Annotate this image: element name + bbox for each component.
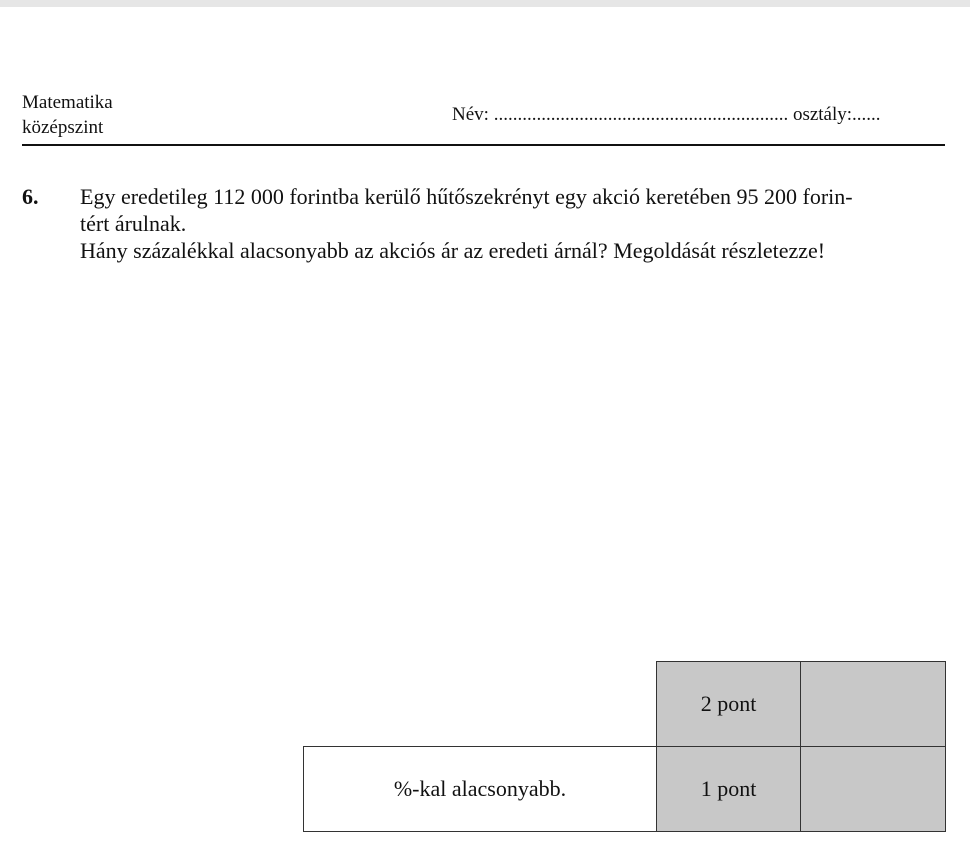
- earned-points-cell: [801, 747, 946, 832]
- task-question: Hány százalékkal alacsonyabb az akciós ár az eredeti árnál? Megoldását részletezze!: [80, 238, 826, 263]
- subject-label: [22, 90, 113, 140]
- name-class-line: [452, 102, 881, 127]
- name-dots: ..............................................................: [493, 104, 789, 125]
- task-text-line: Egy eredetileg 112 000 forintba kerülő hűtőszekrényt egy akció keretében 95 200 forin-: [80, 184, 853, 209]
- viewer-top-strip: [0, 0, 970, 7]
- task-text-line: tért árulnak.: [80, 211, 187, 236]
- subject-name: Matematika: [22, 92, 113, 113]
- class-label: osztály:......: [792, 104, 881, 125]
- score-table: [303, 661, 946, 832]
- subject-level: középszint: [22, 117, 104, 138]
- max-points-cell: 1 pont: [657, 747, 801, 832]
- max-points-cell: 2 pont: [657, 662, 801, 747]
- answer-cell: %-kal alacsonyabb.: [304, 747, 657, 832]
- earned-points-cell: [801, 662, 946, 747]
- score-row: [304, 747, 946, 832]
- task-number: 6.: [22, 184, 39, 209]
- empty-cell: [304, 662, 657, 747]
- name-label: Név:: [452, 104, 489, 125]
- page-header: [22, 90, 945, 146]
- task-text: [80, 183, 945, 264]
- score-row: [304, 662, 946, 747]
